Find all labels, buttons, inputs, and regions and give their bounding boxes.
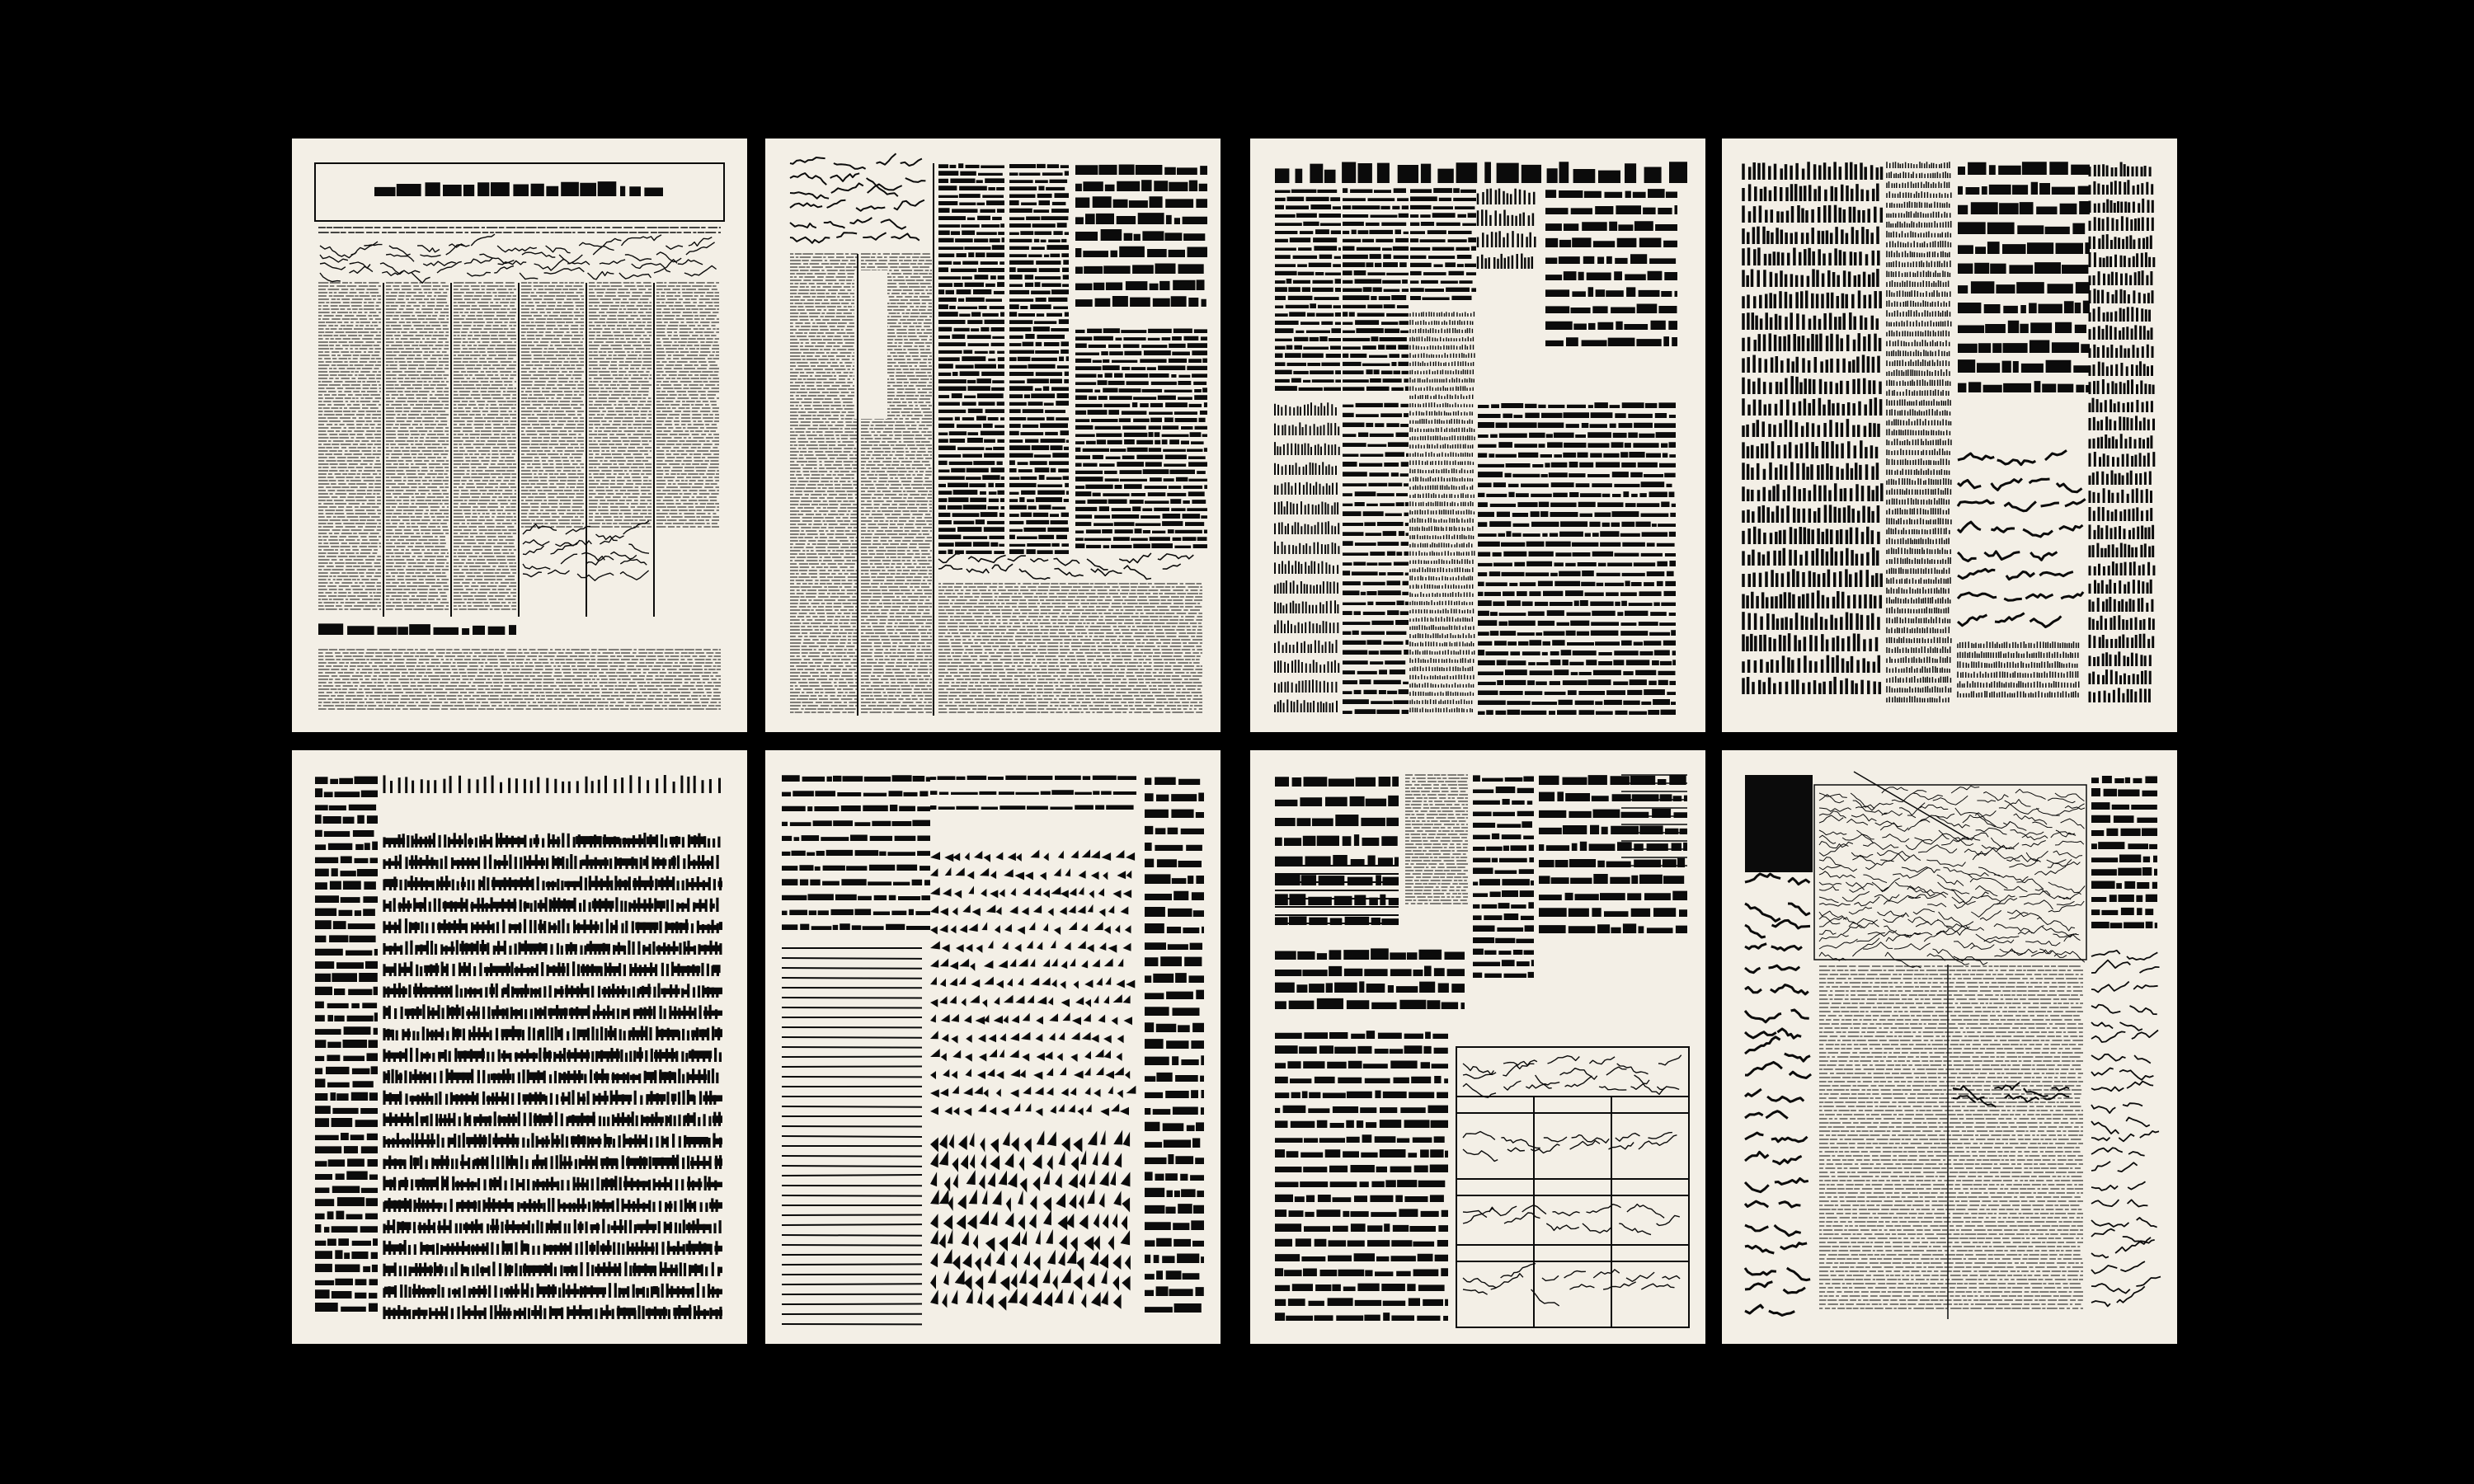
page-1 bbox=[292, 139, 747, 732]
page-2-art bbox=[765, 139, 1221, 732]
page-5 bbox=[292, 750, 747, 1344]
page-7-art bbox=[1250, 750, 1705, 1344]
page-4-art bbox=[1722, 139, 2177, 732]
page-3-art bbox=[1250, 139, 1705, 732]
page-6 bbox=[765, 750, 1221, 1344]
page-6-art bbox=[765, 750, 1221, 1344]
page-8 bbox=[1722, 750, 2177, 1344]
page-4 bbox=[1722, 139, 2177, 732]
page-3 bbox=[1250, 139, 1705, 732]
page-7 bbox=[1250, 750, 1705, 1344]
page-8-art bbox=[1722, 750, 2177, 1344]
page-1-art bbox=[292, 139, 747, 732]
page-2 bbox=[765, 139, 1221, 732]
page-5-art bbox=[292, 750, 747, 1344]
